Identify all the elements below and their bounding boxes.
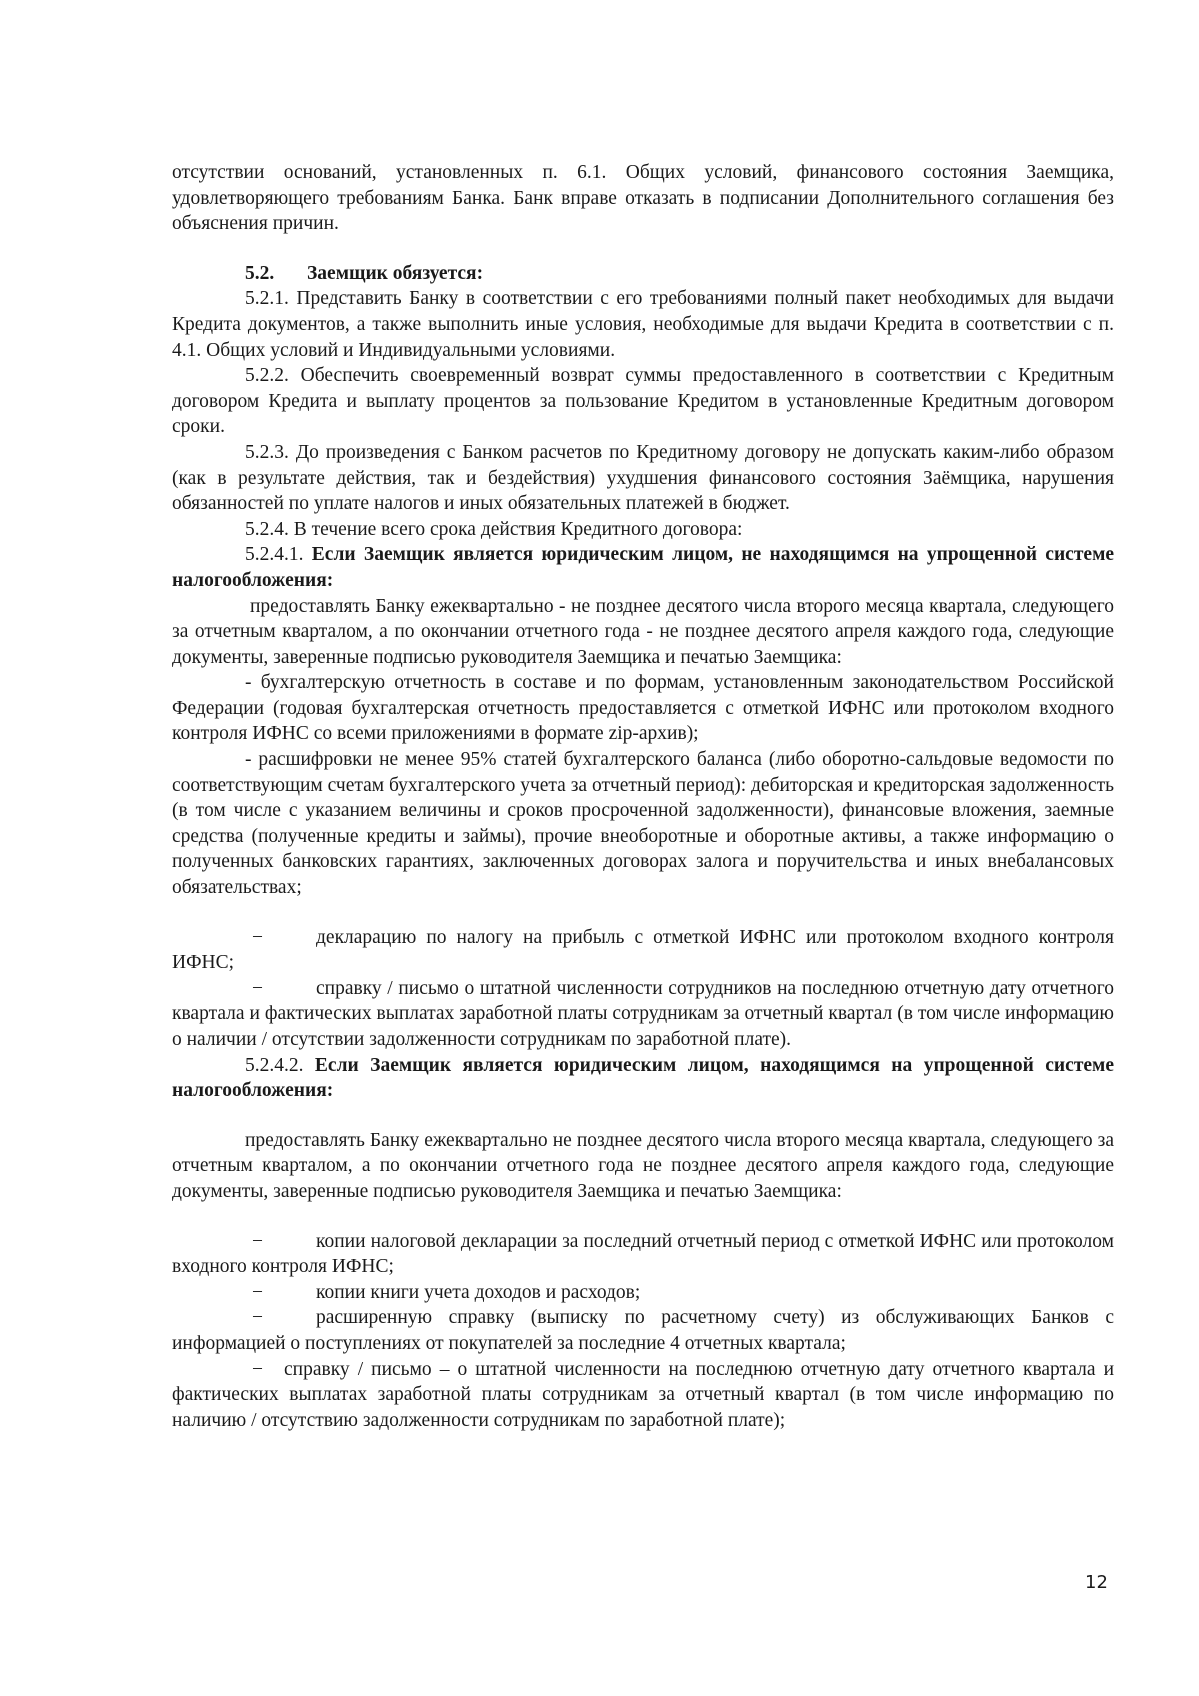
dash-marker: − <box>252 1281 263 1303</box>
list-item-text: копии книги учета доходов и расходов; <box>316 1281 641 1303</box>
spacer <box>172 1205 1114 1229</box>
list-item-bank-statement <box>172 1305 1114 1356</box>
list-item-income-book <box>172 1280 1114 1306</box>
list-item-text: копии налоговой декларации за последний отчетный период с отметкой ИФНС или протоколом входного контроля ИФНС; <box>172 1230 1114 1278</box>
list-item-staff-2 <box>172 1357 1114 1434</box>
list-item-text: справку / письмо – о штатной численности на последнюю отчетную дату отчетного квартала и фактических выплатах заработной платы сотрудникам за отчетный квартал (в том числе информацию по наличию / отсутствию задолженности сотрудникам по заработной плате); <box>172 1358 1114 1431</box>
spacer <box>172 1104 1114 1128</box>
list-item-text: расширенную справку (выписку по расчетному счету) из обслуживающих Банков с информацией о поступлениях от покупателей за последние 4 отчетных квартала; <box>172 1307 1114 1354</box>
paragraph-5-2-3: 5.2.3. До произведения с Банком расчетов по Кредитному договору не допускать каким-либо образом (как в результате действия, так и бездействия) ухудшения финансового состояния Заёмщика, нарушения обязанностей по уплате налогов и иных обязательных платежей в бюджет. <box>172 441 1114 515</box>
dash-marker: − <box>252 1358 263 1380</box>
list-item-accounting: - бухгалтерскую отчетность в составе и по формам, установленным законодательством Российской Федерации (годовая бухгалтерская отчетность предоставляется с отметкой ИФНС или протоколом входного контроля ИФНС со всеми приложениями в формате zip-архив); <box>172 672 1114 745</box>
list-item-text: справку / письмо о штатной численности сотрудников на последнюю отчетную дату отчетного квартала и фактических выплатах заработной платы сотрудникам за отчетный квартал (в том числе информацию о наличии / отсутствии задолженности сотрудникам по заработной плате). <box>172 977 1114 1050</box>
section-title: Заемщик обязуется: <box>307 262 484 284</box>
list-item-tax-declaration <box>172 1229 1114 1280</box>
paragraph-5-2-4-2-body: предоставлять Банку ежеквартально не позднее десятого числа второго месяца квартала, следующего за отчетным кварталом, а по окончании отчетного года не позднее десятого апреля каждого года, следующие документы, заверенные подписью руководителя Заемщика и печатью Заемщика: <box>172 1129 1114 1202</box>
paragraph-5-2-4-2-heading <box>172 1053 1114 1104</box>
intro-paragraph: отсутствии оснований, установленных п. 6.1. Общих условий, финансового состояния Заемщика, удовлетворяющего требованиям Банка. Банк вправе отказать в подписании Дополнительного соглашения без объяснения причин. <box>172 162 1114 235</box>
dash-marker: − <box>252 1307 263 1329</box>
paragraph-5-2-1: 5.2.1. Представить Банку в соответствии с его требованиями полный пакет необходимых для выдачи Кредита документов, а также выполнить иные условия, необходимые для выдачи Кредита в соответствии с п. 4.1. Общих условий и Индивидуальными условиями. <box>172 288 1114 361</box>
paragraph-5-2-4-1-body: предоставлять Банку ежеквартально - не позднее десятого числа второго месяца квартала, следующего за отчетным кварталом, а по окончании отчетного года - не позднее десятого апреля каждого года, следующие документы, заверенные подписью руководителя Заемщика и печатью Заемщика: <box>172 595 1114 668</box>
spacer <box>172 901 1114 925</box>
document-page <box>172 160 1114 1433</box>
list-item-breakdown: - расшифровки не менее 95% статей бухгалтерского баланса (либо оборотно-сальдовые ведомости по соответствующим счетам бухгалтерского учета за отчетный период): дебиторская и кредиторская задолженность (в том числе с указанием величины и сроков просроченной задолженности), финансовые вложения, заемные средства (полученные кредиты и займы), прочие внеоборотные и оборотные активы, а также информацию о полученных банковских гарантиях, заключенных договорах залога и поручительства и иных внебалансовых обязательствах; <box>172 749 1114 899</box>
clause-number: 5.2.4.2. <box>245 1054 304 1076</box>
list-item-profit-tax <box>172 925 1114 976</box>
clause-title: Если Заемщик является юридическим лицом, находящимся на упрощенной системе налогообложения: <box>172 1054 1114 1102</box>
list-item-staff-1 <box>172 976 1114 1053</box>
clause-number: 5.2.4.1. <box>245 544 304 566</box>
dash-marker: − <box>252 977 263 999</box>
dash-marker: − <box>252 926 263 948</box>
spacer <box>172 237 1114 261</box>
page-number: 12 <box>1085 1572 1108 1593</box>
section-heading-5-2 <box>172 261 1114 287</box>
paragraph-5-2-4-1-heading <box>172 542 1114 593</box>
paragraph-5-2-4: 5.2.4. В течение всего срока действия Кредитного договора: <box>245 518 743 540</box>
section-number: 5.2. <box>245 262 275 284</box>
clause-title: Если Заемщик является юридическим лицом, не находящимся на упрощенной системе налогообложения: <box>172 544 1115 591</box>
paragraph-5-2-2: 5.2.2. Обеспечить своевременный возврат суммы предоставленного в соответствии с Кредитным договором Кредита и выплату процентов за пользование Кредитом в установленные Кредитным договором сроки. <box>172 365 1114 438</box>
list-item-text: декларацию по налогу на прибыль с отметкой ИФНС или протоколом входного контроля ИФНС; <box>172 926 1114 974</box>
dash-marker: − <box>252 1230 263 1252</box>
